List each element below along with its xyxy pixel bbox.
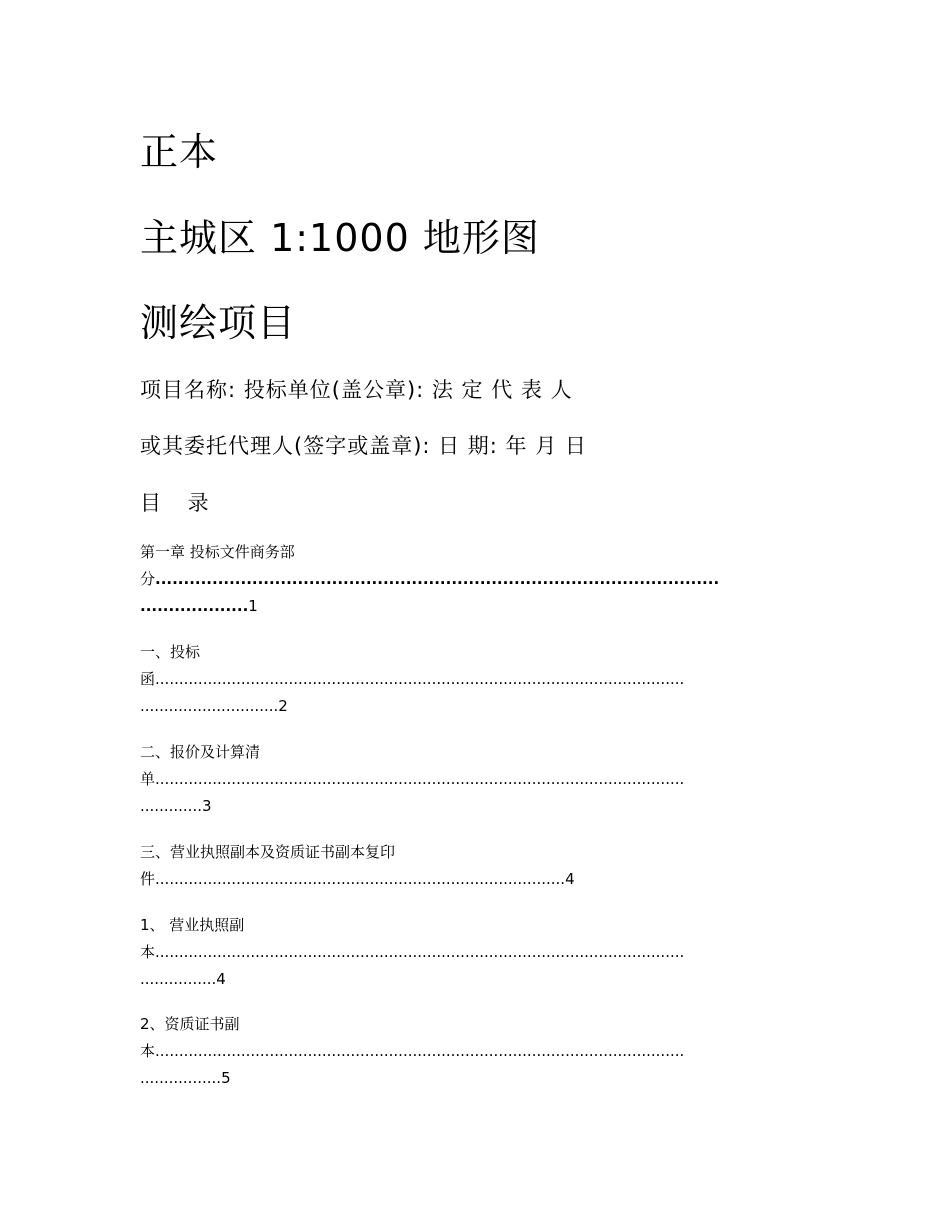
toc-entry-dots: ...............................................................................................................	[155, 670, 685, 688]
toc-entry-dots: ......................................................................................	[155, 870, 566, 888]
toc-entry-dots: .................	[140, 1069, 222, 1087]
original-copy-label: 正本	[140, 130, 219, 174]
project-title-line-2: 测绘项目	[140, 301, 297, 345]
toc-heading: 目 录	[140, 491, 219, 515]
toc-entry-dots: .............	[140, 797, 202, 815]
toc-entry-leader	[140, 566, 810, 593]
toc-entry-page-number: 5	[221, 1069, 231, 1087]
toc-entry-leader-end	[140, 693, 810, 720]
toc-entry-tail-char: 本	[140, 943, 156, 961]
toc-entry-dots: ................	[140, 970, 217, 988]
toc-entry-tail-char: 分	[140, 570, 156, 588]
toc-entry-tail-char: 本	[140, 1042, 156, 1060]
toc-entry-page-number: 4	[565, 870, 575, 888]
toc-entry[interactable]	[140, 639, 810, 720]
toc-entry-dots: ...............................................................................................................	[155, 943, 685, 961]
toc-entry-tail-char: 件	[140, 870, 156, 888]
toc-entry[interactable]	[140, 912, 810, 993]
toc-entry-title: 第一章 投标文件商务部	[140, 543, 295, 561]
toc-entry-title: 三、营业执照副本及资质证书副本复印	[140, 843, 396, 861]
toc-entry-dots: ...............................................................................................................	[155, 1042, 685, 1060]
toc-entry-dots: ...................	[140, 597, 249, 615]
toc-entry-leader-end	[140, 593, 810, 620]
toc-entry-page-number: 1	[248, 597, 258, 615]
toc-entry-leader	[140, 939, 810, 966]
toc-entry[interactable]	[140, 539, 810, 620]
toc-entry-tail-char: 函	[140, 670, 156, 688]
toc-entry-page-number: 4	[216, 970, 226, 988]
toc-entry[interactable]	[140, 1011, 810, 1092]
toc-entry-dots: ...............................................................................................................	[155, 770, 685, 788]
bid-info-line-2: 或其委托代理人(签字或盖章): 日 期: 年 月 日	[140, 434, 587, 458]
toc-entry-leader-end	[140, 793, 810, 820]
toc-entry-dots: ...................................................................................................	[155, 570, 720, 588]
toc-entry[interactable]	[140, 739, 810, 820]
toc-entry-leader	[140, 666, 810, 693]
toc-entry-leader	[140, 766, 810, 793]
toc-entry-page-number: 2	[278, 697, 288, 715]
toc-entry-title: 一、投标	[140, 643, 201, 661]
toc-entry-title: 二、报价及计算清	[140, 743, 261, 761]
toc-entry-title: 1、 营业执照副	[140, 916, 245, 934]
toc-entry-page-number: 3	[202, 797, 212, 815]
toc-entry-title: 2、资质证书副	[140, 1015, 240, 1033]
toc-entry-leader-end	[140, 1065, 810, 1092]
bid-info-line-1: 项目名称: 投标单位(盖公章): 法 定 代 表 人	[140, 378, 573, 402]
toc-entry-tail-char: 单	[140, 770, 156, 788]
toc-entry-dots: .............................	[140, 697, 279, 715]
toc-entry[interactable]	[140, 839, 810, 893]
toc-entry-leader-end	[140, 966, 810, 993]
toc-entry-leader	[140, 866, 810, 893]
toc-entry-leader	[140, 1038, 810, 1065]
project-title-line-1: 主城区 1:1000 地形图	[140, 216, 540, 260]
